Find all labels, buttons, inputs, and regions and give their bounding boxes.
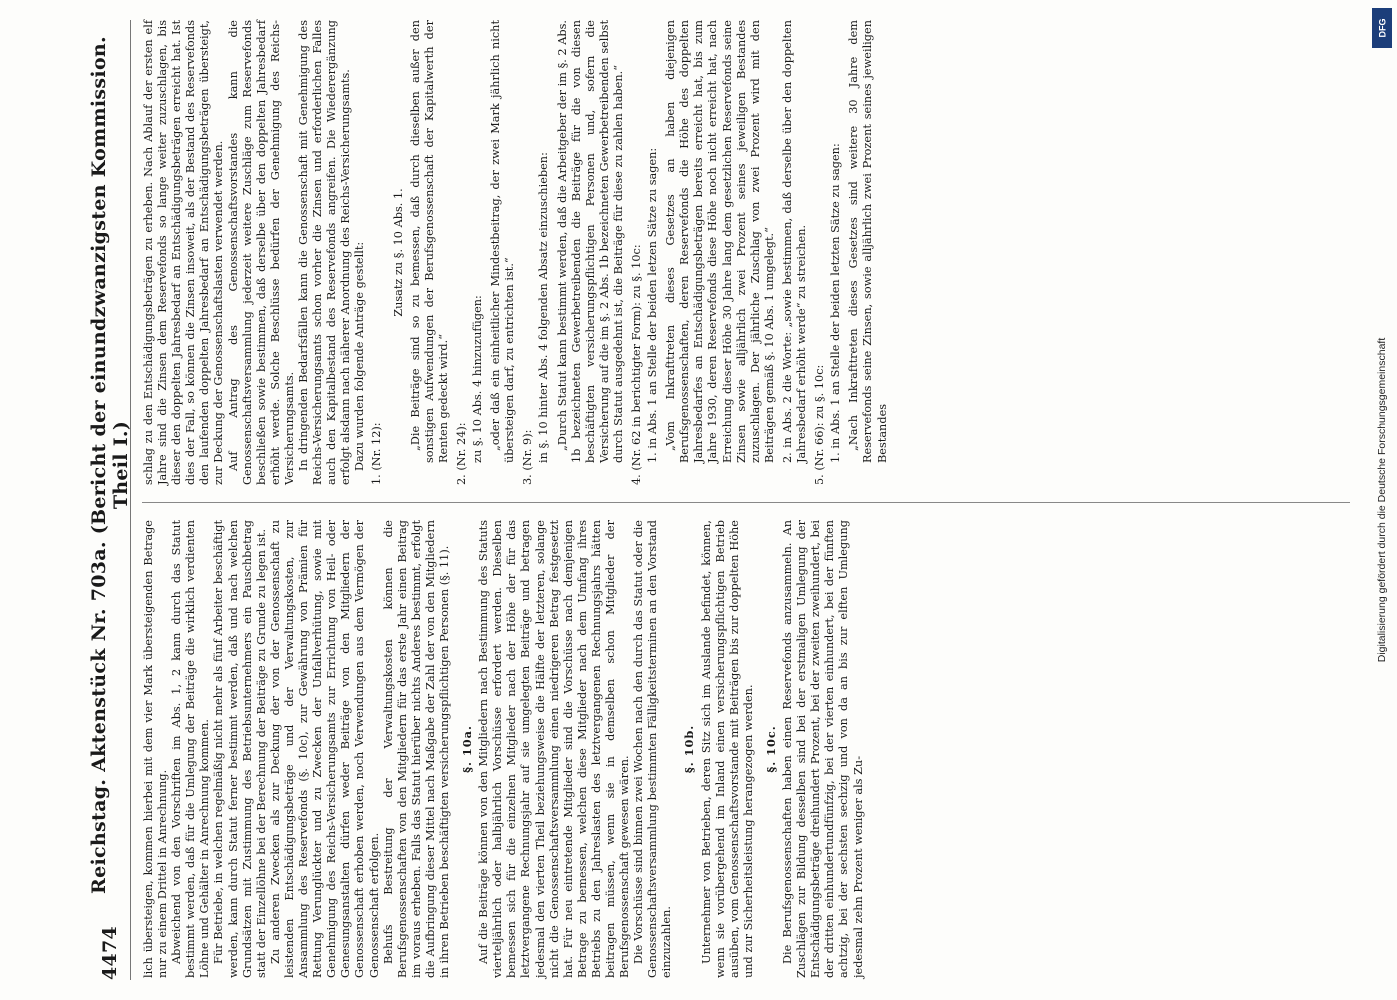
section-heading: §. 10a.: [460, 725, 475, 773]
document-page: [50, 0, 1390, 1000]
motion-quote: „Die Beiträge sind so zu bemessen, daß durch dieselben außer den sonstigen Aufwendungen der Berufsgenossenschaft der Kapitalwerth der Renten gedeckt wird.“: [408, 20, 450, 463]
page-number: 4474: [99, 925, 121, 980]
motion-quote: „Nach Inkrafttreten dieses Gesetzes sind weitere 30 Jahre dem Reservefonds seine Zinsen, sowie alljährlich zwei Prozent seines jeweiligen Bestandes: [847, 20, 889, 463]
motion-instruction: 1. in Abs. 1 an Stelle der beiden letzen Sätze zu sagen:: [646, 147, 660, 463]
motion-number: 5. (Nr. 66): zu §. 10c:: [813, 364, 827, 485]
paragraph: Auf Antrag des Genossenschaftsvorstandes kann die Genossenschaftsversammlung jederzeit weitere Zuschläge zum Reservefonds beschließen sowie bestimmen, daß derselbe über den doppelten Jahresbedarf erhöht werde. Solche Beschlüsse bedürfen der Genehmigung des Reichs-Versicherungsamts.: [226, 20, 296, 485]
motion-instruction: 1. in Abs. 1 an Stelle der beiden letzten Sätze zu sagen:: [829, 143, 843, 463]
paragraph: Die Vorschüsse sind binnen zwei Wochen nach den durch das Statut oder die Genossenschaftsversammlung bestimmten Fälligkeitsterminen an den Vorstand einzuzahlen.: [632, 520, 674, 978]
paragraph: Zu anderen Zwecken als zur Deckung der von der Genossenschaft zu leistenden Entschädigungsbeträge und der Verwaltungskosten, zur Ansammlung des Reservefonds (§. 10c), zur Gewährung von Prämien für Rettung Verunglückter und zu Zwecken der Unfallverhütung, sowie mit Genehmigung des Reichs-Versicherungsamts zur Errichtung von Heil- oder Genesungsanstalten dürfen weder Beiträge von den Mitgliedern der Genossenschaft erhoben werden, noch Verwendungen aus dem Vermögen der Genossenschaft erfolgen.: [268, 520, 381, 978]
motion-number: 4. (Nr. 62 in berichtigter Form): zu §. 10c:: [630, 244, 643, 485]
page-title: Reichstag. Aktenstück Nr. 703a. (Bericht der einundzwanzigsten Kommission. Theil I.): [88, 36, 132, 894]
paragraph: Auf die Beiträge können von den Mitgliedern nach Bestimmung des Statuts vierteljährlich oder halbjährlich Vorschüsse erfordert werden. Dieselben bemessen sich für die einzelnen Mitglieder nach der Höhe der für das letztvergangene Rechnungsjahr auf sie umgelegten Beiträge und betragen jedesmal den vierten Theil beziehungsweise die Hälfte der letzteren, solange nicht die Genossenschaftsversammlung einen niedrigeren Betrag festgesetzt hat. Für neu eintretende Mitglieder sind die Vorschüsse nach demjenigen Betrage zu bemessen, welchen diese Mitglieder nach dem Umfang ihres Betriebs zu den Jahreslasten des letztvergangenen Rechnungsjahrs hätten beitragen müssen, wenn sie in demselben schon Mitglieder der Berufsgenossenschaft gewesen wären.: [477, 520, 632, 978]
paragraph: Für Betriebe, in welchen regelmäßig nicht mehr als fünf Arbeiter beschäftigt werden, kann durch Statut ferner bestimmt werden, daß und nach welchen Grundsätzen mit Zustimmung des Betriebsunternehmers ein Pauschbetrag statt der Einzellöhne bei der Berechnung der Beiträge zu Grunde zu legen ist.: [212, 520, 268, 978]
motion-quote: „oder daß ein einheitlicher Mindestbeitrag, der zwei Mark jährlich nicht übersteigen darf, zu entrichten ist.“: [489, 20, 517, 463]
motion-instruction: in §. 10 hinter Abs. 4 folgenden Absatz einzuschieben:: [537, 152, 551, 463]
digitization-sidebar: [1367, 0, 1397, 1000]
paragraph: In dringenden Bedarfsfällen kann die Genossenschaft mit Genehmigung des Reichs-Versicherungsamts schon vorher die Zinsen und erforderlichen Falles auch den Kapitalbestand des Reservefonds angreifen. Die Wiederergänzung erfolgt alsdann nach näherer Anordnung des Reichs-Versicherungsamts.: [297, 20, 353, 485]
paragraph: lich übersteigen, kommen hierbei mit dem vier Mark übersteigenden Betrage nur zu einem Drittel in Anrechnung.: [142, 520, 170, 978]
paragraph: Behufs Bestreitung der Verwaltungskosten können die Berufsgenossenschaften von den Mitgliedern für das erste Jahr einen Beitrag im voraus erheben. Falls das Statut hierüber nichts Anderes bestimmt, erfolgt die Aufbringung dieser Mittel nach Maßgabe der Zahl der von den Mitgliedern in ihren Betrieben beschäftigten versicherungspflichtigen Personen (§. 11).: [381, 520, 451, 978]
column-divider: [142, 502, 1350, 503]
right-column: [142, 20, 1350, 485]
motion-instruction: 2. in Abs. 2 die Worte: „sowie bestimmen, daß derselbe über den doppelten Jahresbedarf erhöht werde“ zu streichen.: [780, 20, 809, 463]
motion-number: 3. (Nr. 9):: [521, 429, 535, 485]
motion-instruction: zu §. 10 Abs. 4 hinzuzufügen:: [471, 295, 485, 463]
paragraph: Unternehmer von Betrieben, deren Sitz sich im Auslande befindet, können, wenn sie vorübergehend im Inland einen versicherungspflichtigen Betrieb ausüben, vom Genossenschaftsvorstande mit Beiträgen bis zur doppelten Höhe und zur Sicherheitsleistung herangezogen werden.: [699, 520, 755, 978]
paragraph: Abweichend von den Vorschriften im Abs. 1, 2 kann durch das Statut bestimmt werden, daß für die Umlegung der Beiträge die wirklich verdienten Löhne und Gehälter in Anrechnung kommen.: [170, 520, 212, 978]
digitization-credit: Digitalisierung gefördert durch die Deutsche Forschungsgemeinschaft: [1376, 337, 1388, 663]
motion-subheading: Zusatz zu §. 10 Abs. 1.: [391, 188, 405, 317]
section-heading: §. 10b.: [682, 724, 697, 774]
left-column: [142, 520, 1350, 978]
page-header: [90, 20, 131, 980]
motion-quote: „Vom Inkrafttreten dieses Gesetzes an haben diejenigen Berufsgenossenschaften, deren Reservefonds die Höhe des doppelten Jahresbedarfes an Entschädigungsbeträgen bereits erreicht hat, bis zum Jahre 1930, deren Reservefonds diese Höhe noch nicht erreicht hat, nach Erreichung dieser Höhe 30 Jahre lang dem gesetzlichen Reservefonds seine Zinsen sowie alljährlich zwei Prozent seines jeweiligen Bestandes zuzuschlagen. Der jährliche Zuschlag von zwei Prozent wird mit den Beiträgen gemäß §. 10 Abs. 1 umgelegt.“: [664, 20, 776, 463]
paragraph: Dazu wurden folgende Anträge gestellt:: [353, 241, 367, 471]
dfg-logo: DFG: [1372, 8, 1392, 48]
paragraph: schlag zu den Entschädigungsbeträgen zu erheben. Nach Ablauf der ersten elf Jahre sind die Zinsen dem Reservefonds so lange weiter zuzuschlagen, bis dieser den doppelten Jahresbedarf an Entschädigungsbeträgen erreicht hat. Ist dies der Fall, so können die Zinsen insoweit, als der Bestand des Reservefonds den laufenden doppelten Jahresbedarf an Entschädigungsbeträgen übersteigt, zur Deckung der Genossenschaftslasten verwendet werden.: [142, 20, 226, 485]
paragraph: Die Berufsgenossenschaften haben einen Reservefonds anzusammeln. An Zuschlägen zur Bildung desselben sind bei der erstmaligen Umlegung der Entschädigungsbeträge dreihundert Prozent, bei der zweiten zweihundert, bei der dritten einhundertundfünfzig, bei der vierten einhundert, bei der fünften achtzig, bei der sechsten sechzig und von da an bis zur elften Umlegung jedesmal zehn Prozent weniger als Zu-: [781, 520, 865, 978]
motion-number: 2. (Nr. 24):: [454, 422, 468, 485]
motion-quote: „Durch Statut kann bestimmt werden, daß die Arbeitgeber der im §. 2 Abs. 1b bezeichneten Gewerbetreibenden die Beiträge für die von diesen beschäftigten versicherungspflichtigen Personen und, sofern die Versicherung auf die im §. 2 Abs. 1b bezeichneten Gewerbetreibenden selbst durch Statut ausgedehnt ist, die Beiträge für diese zu zahlen haben.“: [555, 20, 625, 463]
motion-number: 1. (Nr. 12):: [369, 422, 383, 485]
section-heading: §. 10c.: [763, 725, 778, 773]
